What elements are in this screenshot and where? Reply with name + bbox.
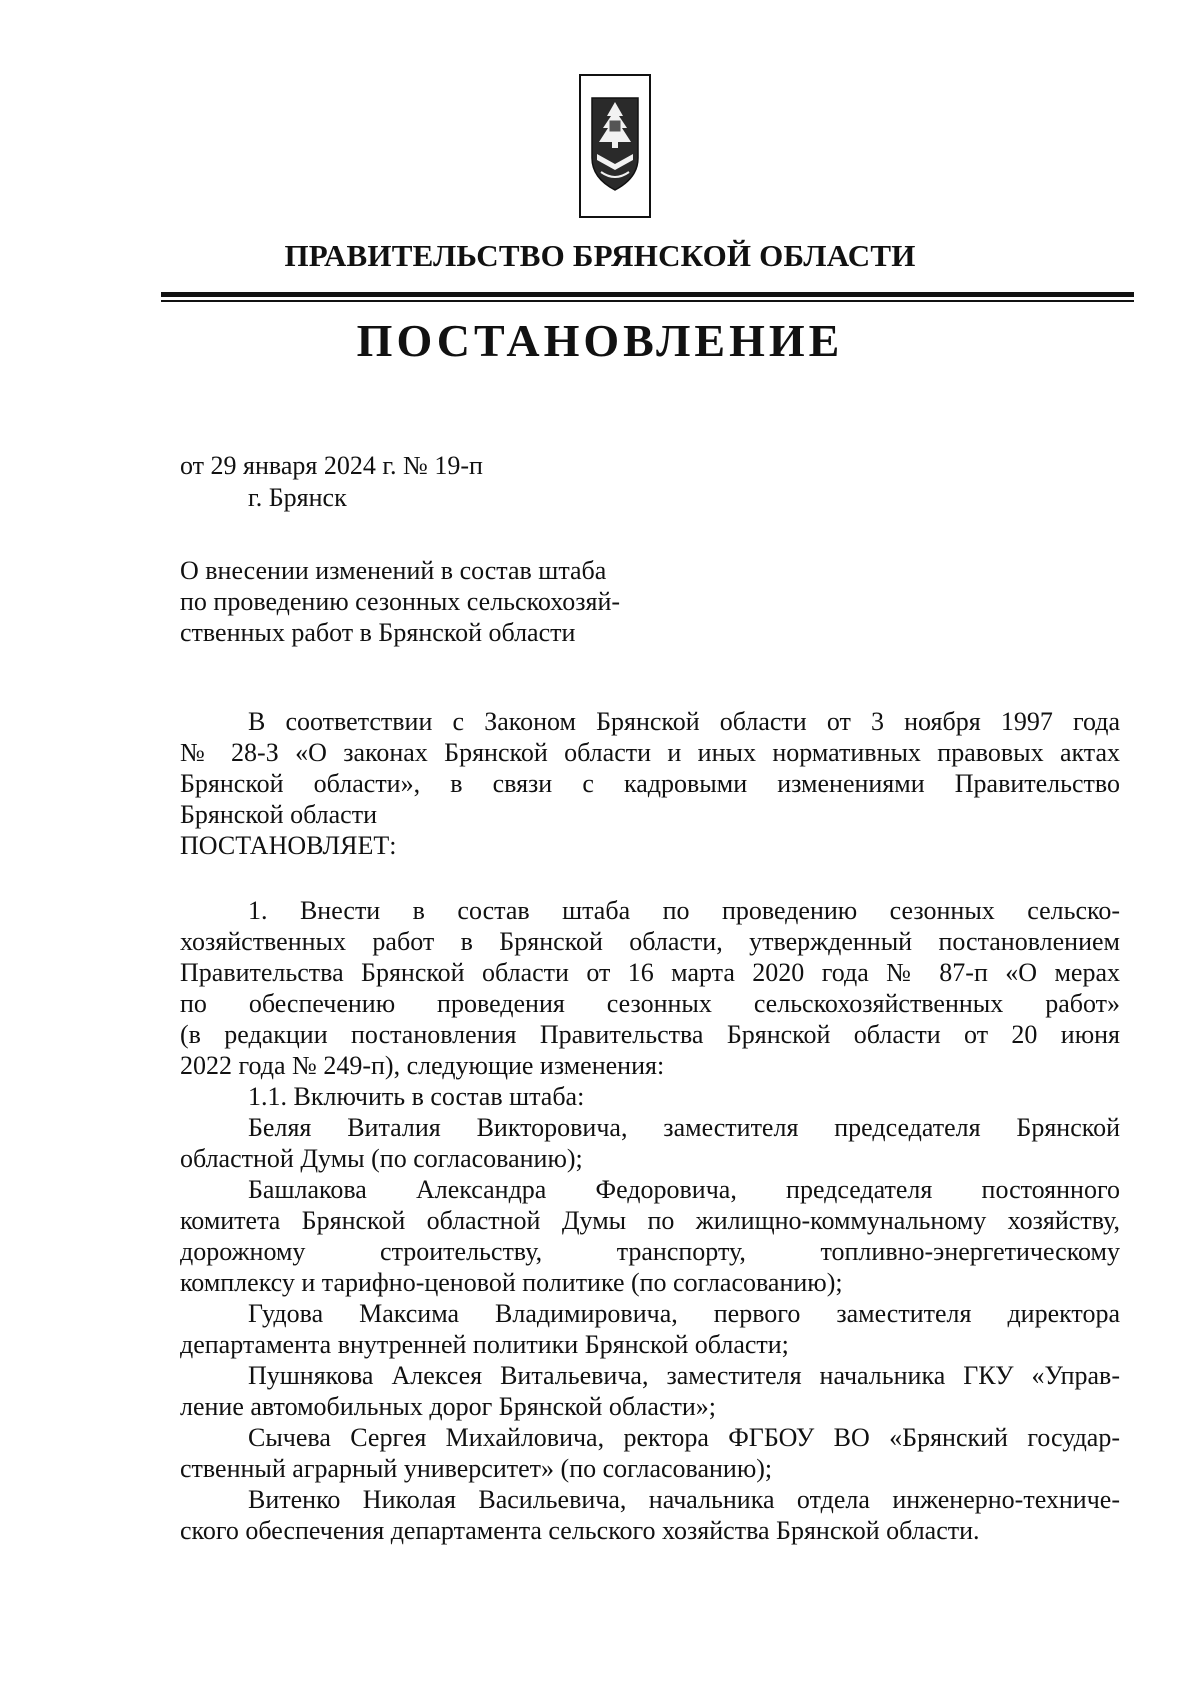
member-line: дорожному строительству, транспорту, топливно-энергетическому xyxy=(180,1237,1120,1266)
subject-line: О внесении изменений в состав штаба xyxy=(180,556,607,585)
member-line: областной Думы (по согласованию); xyxy=(180,1144,583,1173)
subject-line: по проведению сезонных сельскохозяй- xyxy=(180,587,621,616)
document-city: г. Брянск xyxy=(248,483,347,512)
document-date-number: от 29 января 2024 г. № 19-п xyxy=(180,451,483,480)
preamble-line: Брянской области», в связи с кадровыми изменениями Правительство xyxy=(180,769,1120,798)
clause-line: (в редакции постановления Правительства Брянской области от 20 июня xyxy=(180,1020,1120,1049)
member-line: ление автомобильных дорог Брянской области»; xyxy=(180,1392,716,1421)
preamble-line: Брянской области xyxy=(180,800,377,829)
document-type: ПОСТАНОВЛЕНИЕ xyxy=(356,315,844,366)
resolves-heading: ПОСТАНОВЛЯЕТ: xyxy=(180,831,397,860)
clause-line: Правительства Брянской области от 16 марта 2020 года № 87-п «О мерах xyxy=(180,958,1120,987)
member-line: ственный аграрный университет» (по согласованию); xyxy=(180,1454,773,1483)
member-line: Гудова Максима Владимировича, первого заместителя директора xyxy=(248,1299,1120,1328)
subclause-heading: 1.1. Включить в состав штаба: xyxy=(248,1082,585,1111)
member-line: Витенко Николая Васильевича, начальника отдела инженерно-техниче- xyxy=(248,1485,1120,1514)
member-line: Пушнякова Алексея Витальевича, заместителя начальника ГКУ «Управ- xyxy=(248,1361,1120,1390)
member-line: департамента внутренней политики Брянской области; xyxy=(180,1330,789,1359)
government-title: ПРАВИТЕЛЬСТВО БРЯНСКОЙ ОБЛАСТИ xyxy=(284,238,916,273)
clause-line: по обеспечению проведения сезонных сельскохозяйственных работ» xyxy=(180,989,1120,1018)
coat-of-arms-icon xyxy=(579,74,651,218)
preamble-line: В соответствии с Законом Брянской области от 3 ноября 1997 года xyxy=(248,707,1120,736)
member-line: Башлакова Александра Федоровича, председателя постоянного xyxy=(248,1175,1120,1204)
clause-line: 2022 года № 249-п), следующие изменения: xyxy=(180,1051,665,1080)
clause-line: хозяйственных работ в Брянской области, утвержденный постановлением xyxy=(180,927,1120,956)
clause-line: 1. Внести в состав штаба по проведению сезонных сельско- xyxy=(248,896,1120,925)
header-divider-thick xyxy=(161,292,1134,297)
member-line: комитета Брянской областной Думы по жилищно-коммунальному хозяйству, xyxy=(180,1206,1120,1235)
header-divider-thin xyxy=(161,300,1134,302)
member-line: комплексу и тарифно-ценовой политике (по согласованию); xyxy=(180,1268,843,1297)
preamble-line: № 28-З «О законах Брянской области и иных нормативных правовых актах xyxy=(180,738,1120,767)
member-line: Беляя Виталия Викторовича, заместителя председателя Брянской xyxy=(248,1113,1120,1142)
subject-line: ственных работ в Брянской области xyxy=(180,618,576,647)
member-line: Сычева Сергея Михайловича, ректора ФГБОУ ВО «Брянский государ- xyxy=(248,1423,1120,1452)
member-line: ского обеспечения департамента сельского хозяйства Брянской области. xyxy=(180,1516,980,1545)
